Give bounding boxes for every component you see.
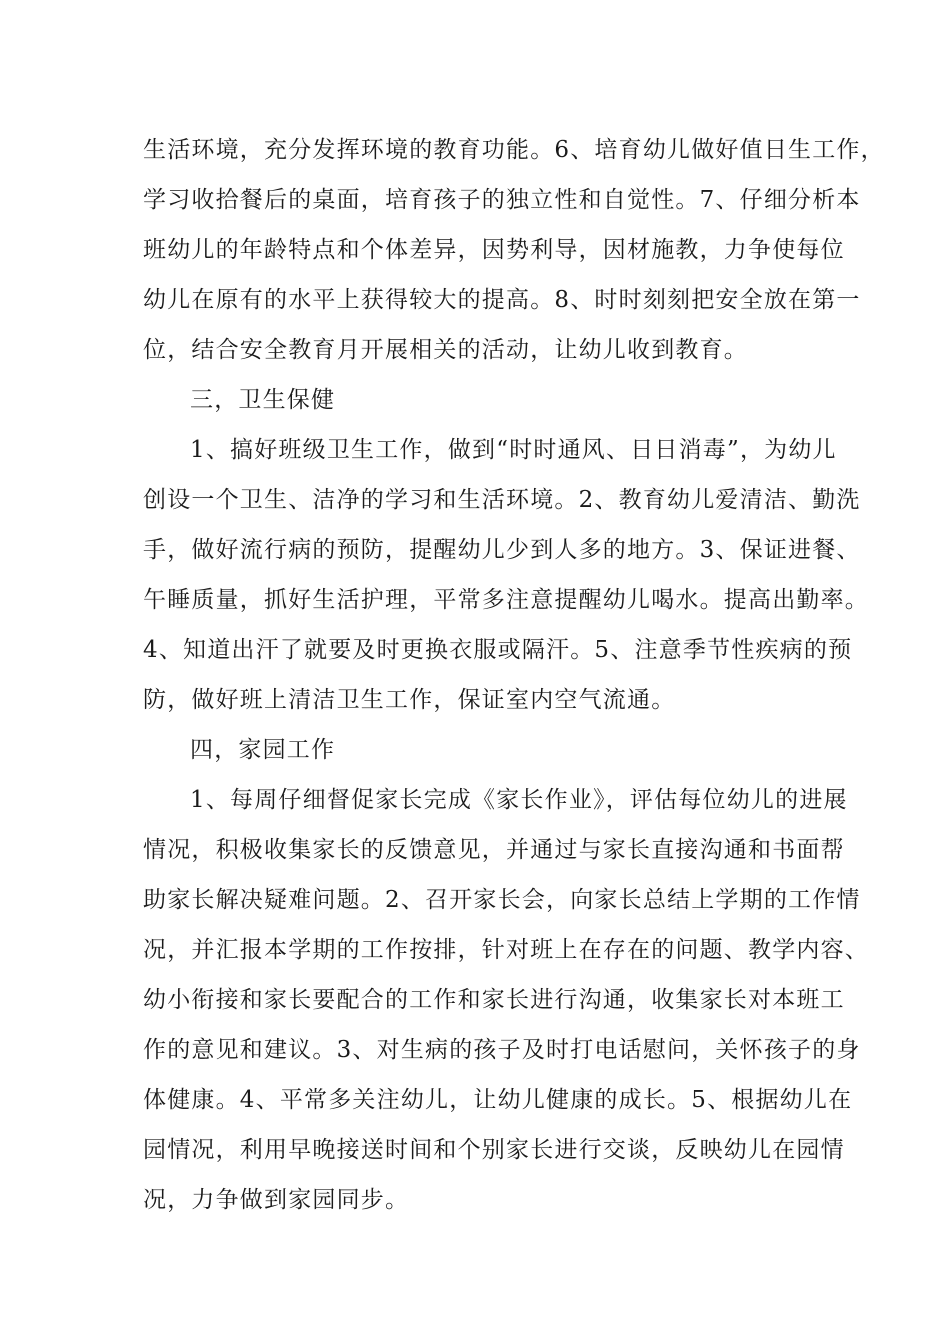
section-heading-health: 三，卫生保健 [190, 387, 336, 413]
paragraph-line: 幼小衔接和家长要配合的工作和家长进行沟通，收集家长对本班工 [143, 987, 845, 1013]
paragraph-line: 体健康。4、平常多关注幼儿，让幼儿健康的成长。5、根据幼儿在 [143, 1087, 853, 1113]
paragraph-line: 防，做好班上清洁卫生工作，保证室内空气流通。 [143, 687, 676, 713]
paragraph-line: 学习收拾餐后的桌面，培育孩子的独立性和自觉性。7、仔细分析本 [143, 187, 861, 213]
paragraph-line: 1、每周仔细督促家长完成《家长作业》，评估每位幼儿的进展 [190, 787, 848, 813]
paragraph-line: 况，力争做到家园同步。 [143, 1187, 410, 1213]
paragraph-line: 况，并汇报本学期的工作按排，针对班上在存在的问题、教学内容、 [143, 937, 869, 963]
paragraph-line: 位，结合安全教育月开展相关的活动，让幼儿收到教育。 [143, 337, 748, 363]
paragraph-line: 作的意见和建议。3、对生病的孩子及时打电话慰问，关怀孩子的身 [143, 1037, 861, 1063]
paragraph-line: 情况，积极收集家长的反馈意见，并通过与家长直接沟通和书面帮 [143, 837, 845, 863]
paragraph-line: 1、搞好班级卫生工作，做到“时时通风、日日消毒”，为幼儿 [190, 437, 837, 463]
paragraph-line: 幼儿在原有的水平上获得较大的提高。8、时时刻刻把安全放在第一 [143, 287, 861, 313]
paragraph-line: 园情况，利用早晚接送时间和个别家长进行交谈，反映幼儿在园情 [143, 1137, 845, 1163]
paragraph-line: 班幼儿的年龄特点和个体差异，因势利导，因材施教，力争使每位 [143, 237, 845, 263]
paragraph-line: 手，做好流行病的预防，提醒幼儿少到人多的地方。3、保证进餐、 [143, 537, 861, 563]
paragraph-line: 助家长解决疑难问题。2、召开家长会，向家长总结上学期的工作情 [143, 887, 861, 913]
paragraph-line: 生活环境，充分发挥环境的教育功能。6、培育幼儿做好值日生工作， [143, 137, 885, 163]
paragraph-line: 午睡质量，抓好生活护理，平常多注意提醒幼儿喝水。提高出勤率。 [143, 587, 869, 613]
paragraph-line: 4、知道出汗了就要及时更换衣服或隔汗。5、注意季节性疾病的预 [143, 637, 853, 663]
paragraph-line: 创设一个卫生、洁净的学习和生活环境。2、教育幼儿爱清洁、勤洗 [143, 487, 861, 513]
section-heading-home-school: 四，家园工作 [190, 737, 336, 763]
